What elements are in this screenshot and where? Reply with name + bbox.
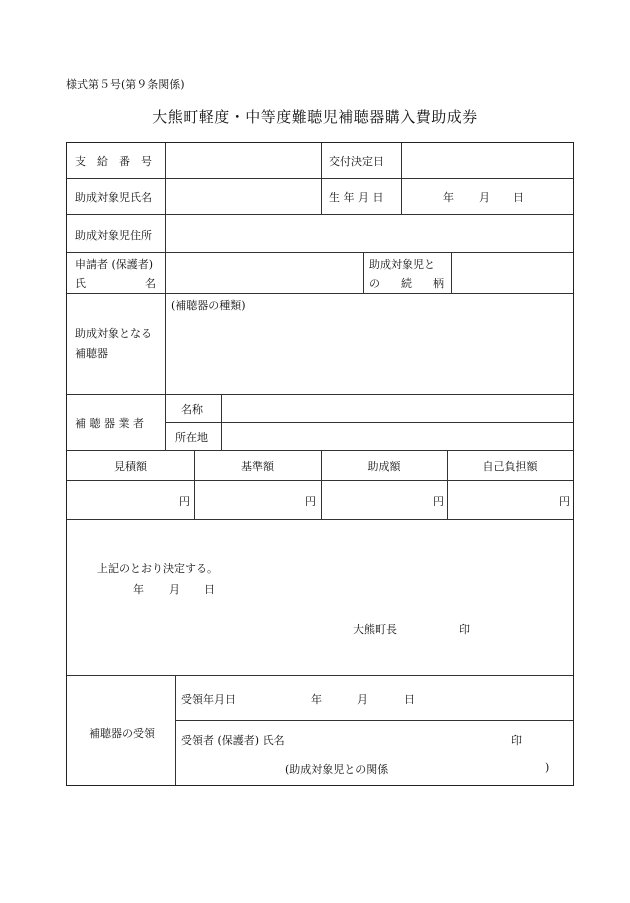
col-divider <box>363 252 364 293</box>
receipt-month: 月 <box>357 693 368 706</box>
label-applicant-name-a: 氏 <box>75 277 86 290</box>
label-hearing-aid-2: 補聴器 <box>75 347 108 360</box>
header-self-pay: 自己負担額 <box>482 460 538 473</box>
label-dealer-name: 名称 <box>181 403 203 416</box>
birth-day-unit: 日 <box>513 191 524 204</box>
col-divider <box>401 143 402 214</box>
row-divider <box>67 394 573 395</box>
receipt-day: 日 <box>404 693 415 706</box>
col-divider <box>165 143 166 394</box>
label-decision-date: 交付決定日 <box>329 155 384 168</box>
col-divider <box>221 394 222 450</box>
label-child-address: 助成対象児住所 <box>75 229 152 242</box>
row-divider <box>165 422 573 423</box>
col-divider <box>321 143 322 214</box>
row-divider <box>67 178 573 179</box>
label-child-name: 助成対象児氏名 <box>75 191 152 204</box>
label-hearing-aid-type: (補聴器の種類) <box>171 299 246 312</box>
row-divider <box>175 720 573 721</box>
decision-year: 年 <box>133 583 144 596</box>
label-relation-c: 柄 <box>433 277 444 290</box>
decision-month: 月 <box>169 583 180 596</box>
label-supply-number: 支 給 番 号 <box>75 155 152 168</box>
label-relation-b: 続 <box>401 277 412 290</box>
relation-open: (助成対象児との関係 <box>285 763 389 776</box>
relation-close: ) <box>545 761 550 774</box>
label-hearing-aid: 助成対象となる <box>75 327 152 340</box>
label-receiver: 受領者 (保護者) 氏名 <box>181 734 285 747</box>
label-birth-date: 生 年 月 日 <box>329 191 384 204</box>
col-divider <box>165 394 166 450</box>
unit-yen: 円 <box>305 495 316 508</box>
decision-day: 日 <box>204 583 215 596</box>
col-divider <box>451 252 452 293</box>
label-dealer: 補 聴 器 業 者 <box>75 417 144 430</box>
mayor-label: 大熊町長 <box>353 623 397 636</box>
birth-month-unit: 月 <box>479 191 490 204</box>
label-receipt-date: 受領年月日 <box>181 693 236 706</box>
header-standard: 基準額 <box>241 460 274 473</box>
decision-text: 上記のとおり決定する。 <box>97 562 218 575</box>
label-dealer-address: 所在地 <box>175 431 208 444</box>
col-divider <box>175 675 176 785</box>
row-divider <box>67 214 573 215</box>
receipt-year: 年 <box>311 693 322 706</box>
label-relation-a: の <box>369 277 380 290</box>
unit-yen: 円 <box>559 495 570 508</box>
row-divider <box>67 450 573 451</box>
row-divider <box>67 293 573 294</box>
form-table <box>66 142 574 786</box>
label-relation: 助成対象児と <box>369 258 435 271</box>
row-divider <box>67 252 573 253</box>
unit-yen: 円 <box>433 495 444 508</box>
label-receipt: 補聴器の受領 <box>89 727 155 740</box>
form-number: 様式第５号(第９条関係) <box>66 78 185 91</box>
row-divider <box>67 480 573 481</box>
mayor-seal: 印 <box>459 623 470 636</box>
header-subsidy: 助成額 <box>367 460 401 473</box>
receiver-seal: 印 <box>511 734 522 747</box>
birth-year-unit: 年 <box>443 191 454 204</box>
header-estimate: 見積額 <box>114 460 147 473</box>
label-applicant-name-b: 名 <box>145 277 156 290</box>
label-applicant: 申請者 (保護者) <box>75 258 154 271</box>
row-divider <box>67 519 573 520</box>
unit-yen: 円 <box>179 495 190 508</box>
page-title: 大熊町軽度・中等度難聴児補聴器購入費助成券 <box>152 108 478 126</box>
row-divider <box>67 675 573 676</box>
